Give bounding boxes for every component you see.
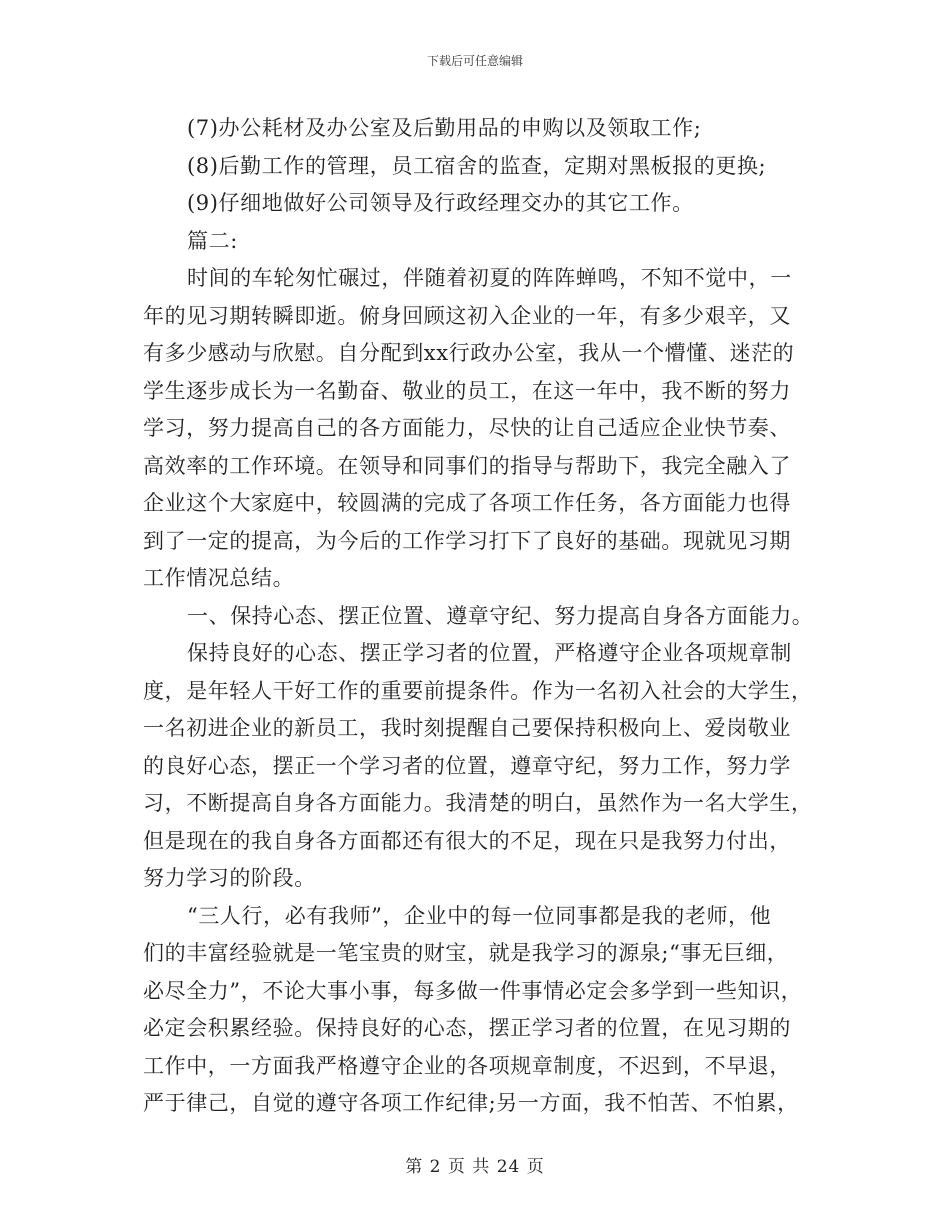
section-heading: 篇二: [187, 228, 238, 253]
text-line: 学生逐步成长为一名勤奋、敬业的员工，在这一年中，我不断的努力 [143, 378, 791, 403]
text-line: 习，不断提高自身各方面能力。我清楚的明白，虽然作为一名大学生， [143, 791, 813, 815]
text-line: 工作中，一方面我严格遵守企业的各项规章制度，不迟到，不早退， [143, 1053, 791, 1078]
text-line: (7)办公耗材及办公室及后勤用品的申购以及领取工作; [187, 116, 702, 140]
text-line: 们的丰富经验就是一笔宝贵的财宝，就是我学习的源泉;“事无巨细， [143, 941, 789, 965]
text-line: 保持良好的心态、摆正学习者的位置，严格遵守企业各项规章制 [187, 641, 792, 665]
text-line: 必定会积累经验。保持良好的心态，摆正学习者的位置，在见习期的 [143, 1016, 791, 1040]
text-line: 学习，努力提高自己的各方面能力，尽快的让自己适应企业快节奏、 [143, 416, 791, 440]
page-header: 下载后可任意编辑 [426, 54, 523, 68]
text-line: 时间的车轮匆忙碾过，伴随着初夏的阵阵蝉鸣，不知不觉中，一 [187, 266, 792, 290]
text-line: 严于律己，自觉的遵守各项工作纪律;另一方面，我不怕苦、不怕累， [143, 1091, 799, 1115]
text-line: 一名初进企业的新员工，我时刻提醒自己要保持积极向上、爱岗敬业 [143, 716, 791, 740]
text-line: 工作情况总结。 [143, 566, 295, 590]
page-footer: 第 2 页 共 24 页 [405, 1157, 545, 1177]
subsection-heading: 一、保持心态、摆正位置、遵章守纪、努力提高自身各方面能力。 [187, 603, 814, 628]
text-line: 必尽全力”，不论大事小事，每多做一件事情必定会多学到一些知识， [143, 978, 803, 1003]
text-line: “三人行，必有我师”，企业中的每一位同事都是我的老师，他 [187, 903, 772, 928]
text-line: 但是现在的我自身各方面都还有很大的不足，现在只是我努力付出， [143, 828, 791, 853]
text-line: 度，是年轻人干好工作的重要前提条件。作为一名初入社会的大学生， [143, 678, 813, 703]
text-line: 到了一定的提高，为今后的工作学习打下了良好的基础。现就见习期 [143, 528, 791, 553]
text-line: 努力学习的阶段。 [143, 866, 316, 890]
text-line: 高效率的工作环境。在领导和同事们的指导与帮助下，我完全融入了 [143, 453, 791, 478]
text-line: (9)仔细地做好公司领导及行政经理交办的其它工作。 [187, 191, 694, 215]
text-line: (8)后勤工作的管理，员工宿舍的监查，定期对黑板报的更换; [187, 153, 767, 178]
document-body [143, 110, 814, 1123]
text-line: 有多少感动与欣慰。自分配到xx行政办公室，我从一个懵懂、迷茫的 [143, 341, 795, 365]
text-line: 年的见习期转瞬即逝。俯身回顾这初入企业的一年，有多少艰辛，又 [143, 303, 791, 328]
text-line: 的良好心态，摆正一个学习者的位置，遵章守纪，努力工作，努力学 [143, 753, 791, 778]
text-line: 企业这个大家庭中，较圆满的完成了各项工作任务，各方面能力也得 [143, 491, 791, 515]
